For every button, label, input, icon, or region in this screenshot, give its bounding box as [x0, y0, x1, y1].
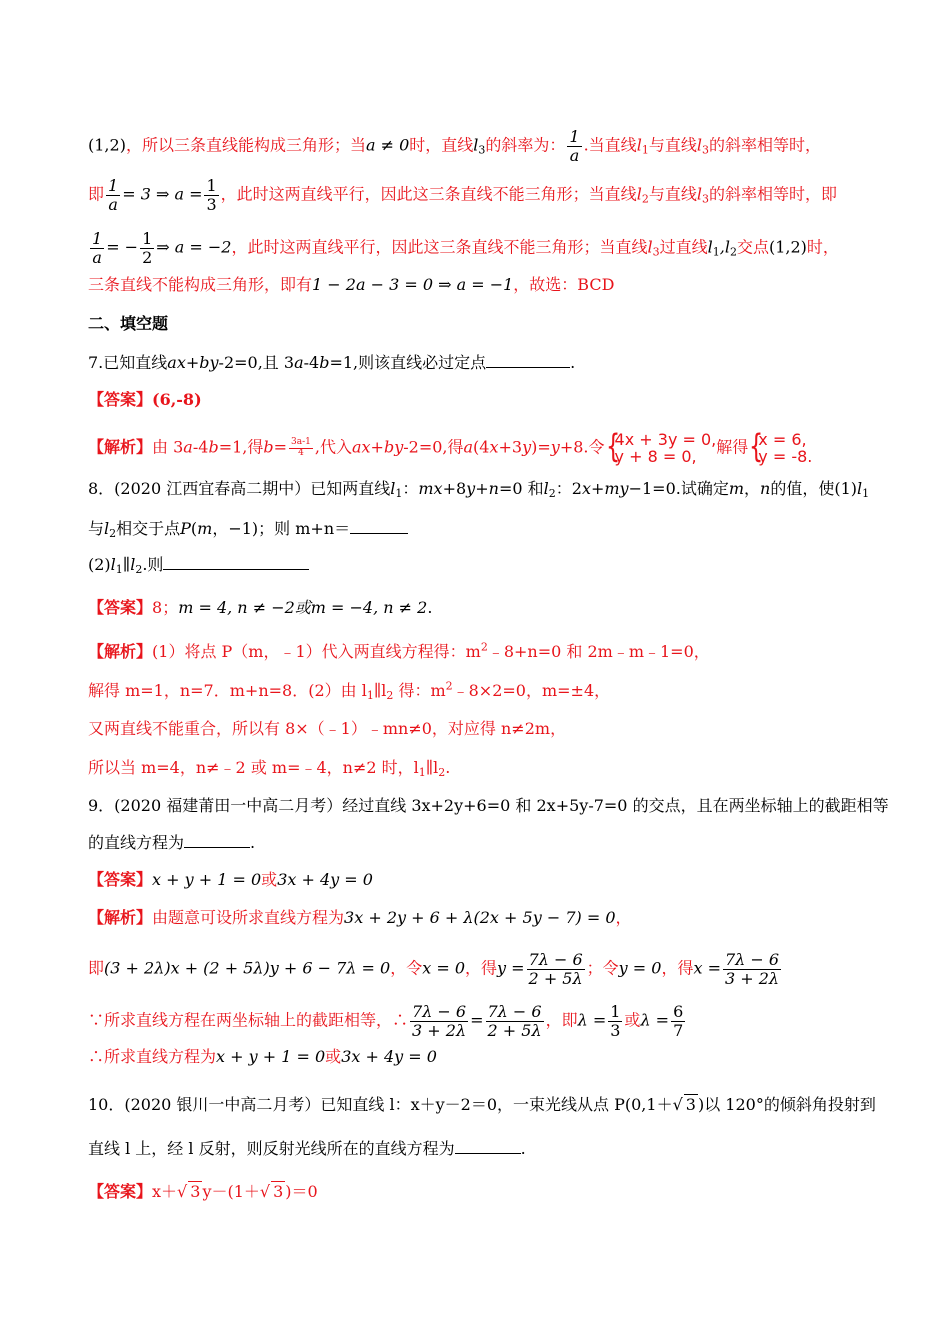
answer-tag: 【答案】 — [88, 598, 153, 617]
text: ，所以三条直线能构成三角形；当 — [125, 135, 366, 155]
math: mx — [418, 479, 443, 498]
denominator: 2 + 5λ — [528, 968, 583, 988]
equation-line: y = -8. — [758, 447, 813, 466]
text: ，−1)；则 m+n＝ — [212, 519, 351, 538]
math: l — [647, 237, 653, 257]
q9-question-line-1: 9．(2020 福建莆田一中高二月考）经过直线 3x+2y+6=0 和 2x+5y-7=0 的交点，且在两坐标轴上的截距相等 — [88, 796, 889, 815]
numerator: 7λ − 6 — [724, 950, 780, 969]
q8-solution-line-1 — [88, 641, 890, 663]
math-sub: 3 — [478, 143, 486, 157]
denominator: 7 — [673, 1020, 684, 1040]
math: P — [180, 519, 191, 538]
math: = 3 ⇒ a = — [122, 184, 203, 204]
math: m — [728, 479, 745, 498]
fraction — [608, 1003, 622, 1039]
math: my — [604, 479, 629, 498]
text: x＋ — [152, 1182, 178, 1201]
section-title: 二、填空题 — [88, 314, 169, 333]
math: l — [696, 184, 702, 204]
answer-blank — [184, 833, 250, 848]
sqrt-radicand: 3 — [273, 1182, 284, 1201]
text: -2=0,得 — [403, 437, 464, 457]
numerator: 7λ − 6 — [412, 1002, 467, 1021]
text: 或 — [325, 1047, 342, 1066]
q10-answer — [88, 1181, 890, 1203]
math: (3 + 2λ)x + (2 + 5λ)y + 6 − 7λ = 0 — [104, 958, 391, 978]
text: 即 — [88, 184, 105, 204]
math: m = 4, n ≠ −2或m = −4, n ≠ 2 — [178, 598, 428, 617]
math: λ = — [577, 1010, 607, 1030]
q9-solution-line-2 — [88, 951, 890, 987]
text: .则 — [142, 555, 164, 574]
text: + — [475, 479, 489, 498]
text: 的斜率为： — [485, 135, 566, 155]
math: l — [473, 135, 479, 155]
text: .当直线 — [583, 135, 637, 155]
text: . — [570, 353, 576, 372]
answer-blank — [163, 555, 309, 570]
text: ﹣8+n=0 和 2m﹣m﹣1=0， — [487, 642, 710, 661]
text: 交点 — [736, 237, 769, 257]
text: 时，直线 — [409, 135, 474, 155]
text: ﹣8×2=0，m=±4， — [452, 681, 611, 700]
q9-solution-line-4 — [88, 1046, 890, 1068]
math: a — [183, 437, 193, 457]
text: +8 — [442, 479, 467, 498]
q8-solution-line-3: 又两直线不能重合，所以有 8×（﹣1）﹣mn≠0，对应得 n≠2m， — [88, 719, 567, 738]
math: y = 0 — [618, 958, 662, 978]
q8-solution-line-2 — [88, 680, 890, 702]
numerator: 6 — [673, 1002, 684, 1021]
math: a — [463, 437, 474, 457]
math: l — [543, 479, 549, 498]
q8-solution-line-4 — [88, 757, 890, 779]
fraction — [671, 1003, 685, 1039]
numerator: 3a-1 — [291, 436, 311, 447]
text: 7.已知直线 — [88, 353, 168, 372]
math: y = — [497, 958, 525, 978]
math: y — [466, 479, 476, 498]
fraction — [140, 230, 154, 266]
text: + — [370, 437, 384, 457]
text: 由题意可设所求直线方程为 — [152, 908, 345, 927]
denominator: 2 + 5λ — [487, 1020, 542, 1040]
math: = — [470, 1010, 484, 1030]
q8-answer — [88, 597, 890, 619]
fraction — [410, 1003, 468, 1039]
equation-line: y + 8 = 0, — [614, 447, 697, 466]
fraction — [723, 951, 781, 987]
text: + — [185, 353, 200, 372]
text: =1,得 — [218, 437, 264, 457]
q9-question-line-2 — [88, 832, 890, 854]
text: 即 — [88, 958, 105, 978]
math: m — [197, 519, 213, 538]
text: 10．(2020 银川一中高二月考）已知直线 l：x＋y－2＝0，一束光线从点 P(0,1＋ — [88, 1095, 673, 1114]
fraction — [106, 177, 120, 213]
q8-question-line-2 — [88, 518, 890, 540]
text: . — [427, 598, 433, 617]
q9-solution-line-3 — [88, 1003, 890, 1039]
math-sub: 2 — [135, 563, 143, 576]
text: ∴所求直线方程为 — [88, 1047, 217, 1066]
text: -4 — [192, 437, 209, 457]
text: (2) — [88, 555, 111, 574]
sqrt-icon: √ — [672, 1095, 683, 1114]
math: x — [489, 437, 499, 457]
math: l — [130, 555, 136, 574]
math: x — [581, 479, 591, 498]
math: x + y + 1 = 0 — [152, 870, 262, 889]
q9-answer — [88, 869, 890, 891]
answer-value: 8； — [152, 598, 179, 617]
superscript: 2 — [445, 679, 453, 693]
solution-tag: 【解析】 — [88, 437, 153, 457]
equation-line: { x = 6, — [758, 430, 807, 449]
fraction — [486, 1003, 544, 1039]
math: l — [857, 479, 863, 498]
text: 的斜率相等时，即 — [708, 184, 837, 204]
solution-tag: 【解析】 — [88, 642, 153, 661]
math: b — [319, 353, 330, 372]
text: −1=0.试确定 — [628, 479, 729, 498]
math: l — [707, 237, 713, 257]
text: )＝0 — [285, 1182, 318, 1201]
denominator: 3 — [610, 1020, 621, 1040]
text: 由 3 — [152, 437, 184, 457]
text: 与 — [88, 519, 105, 538]
math: l — [636, 135, 642, 155]
math: by — [383, 437, 404, 457]
denominator: 2 — [142, 247, 153, 267]
fraction — [204, 177, 218, 213]
text: ∵所求直线方程在两坐标轴上的截距相等，∴ — [88, 1010, 409, 1030]
math-sub: 3 — [701, 143, 709, 157]
text: ， — [744, 479, 761, 498]
math: (1,2) — [88, 135, 126, 155]
math-sub: 1 — [115, 563, 123, 576]
math-sub: 2 — [548, 487, 556, 500]
subscript: 2 — [386, 689, 394, 702]
text: =0 和 — [498, 479, 544, 498]
text: )= — [531, 437, 551, 457]
math: y — [550, 437, 560, 457]
text: ，此时这两直线平行，因此这三条直线不能三角形；当直线 — [220, 184, 637, 204]
q7-question — [88, 352, 890, 374]
math: ,l — [719, 237, 730, 257]
math: 3x + 4y = 0 — [341, 1047, 437, 1066]
text: 的直线方程为 — [88, 833, 185, 852]
math: λ = — [640, 1010, 670, 1030]
text: 三条直线不能构成三角形，即有 — [88, 275, 313, 294]
math: (1,2) — [768, 237, 807, 257]
answer-tag: 【答案】 — [88, 870, 153, 889]
numerator: 7λ − 6 — [487, 1002, 542, 1021]
text: ，故选：BCD — [513, 275, 615, 294]
numerator: 7λ − 6 — [528, 950, 583, 969]
math-sub: 2 — [641, 192, 649, 206]
denominator: 3 + 2λ — [412, 1020, 467, 1040]
math: = − — [106, 237, 139, 257]
text: 或 — [624, 1010, 641, 1030]
text: 得：m — [393, 681, 446, 700]
text: 时， — [806, 237, 839, 257]
text: + — [590, 479, 605, 498]
text: ，即 — [545, 1010, 578, 1030]
answer-value: (6,-8) — [152, 390, 202, 409]
text: ( — [190, 519, 198, 538]
q6-solution-line-1 — [88, 128, 890, 164]
numerator: 1 — [92, 229, 103, 248]
denominator: 3 — [206, 194, 217, 214]
subscript: 2 — [438, 766, 446, 779]
denominator: a — [569, 145, 580, 165]
math: l — [390, 479, 396, 498]
math: 1 − 2a − 3 = 0 ⇒ a = −1 — [312, 275, 514, 294]
math: l — [636, 184, 642, 204]
solution-tag: 【解析】 — [88, 908, 153, 927]
q7-answer — [88, 389, 890, 411]
math: x = — [693, 958, 721, 978]
q8-question-line-3 — [88, 554, 890, 576]
text: =1,则该直线必过定点 — [329, 353, 487, 372]
text: -2=0,且 3 — [218, 353, 295, 372]
q7-solution — [88, 431, 890, 465]
text: 8．(2020 江西宜春高二期中）已知两直线 — [88, 479, 391, 498]
math: l — [104, 519, 110, 538]
math-sub: 3 — [701, 192, 709, 206]
text: 与直线 — [648, 184, 697, 204]
numerator: 1 — [206, 176, 217, 195]
denominator: a — [92, 247, 102, 267]
text: ： — [402, 479, 419, 498]
math: l — [696, 135, 702, 155]
math-sub: 1 — [395, 487, 403, 500]
math: 3x + 2y + 6 + λ(2x + 5y − 7) = 0 — [344, 908, 616, 927]
denominator: 3 + 2λ — [724, 968, 780, 988]
denominator: 4 — [298, 447, 304, 458]
math-sub: 1 — [862, 487, 870, 500]
text: ，得 — [661, 958, 694, 978]
q9-solution-line-1 — [88, 907, 890, 929]
equation-system — [748, 431, 812, 465]
math-sub: 1 — [712, 245, 720, 259]
text: 所以当 m=4，n≠﹣2 或 m=﹣4，n≠2 时，l — [88, 758, 419, 777]
text: ，令 — [390, 958, 423, 978]
answer-blank — [350, 519, 408, 534]
superscript: 2 — [480, 640, 488, 654]
q6-solution-line-4 — [88, 274, 890, 296]
text: 与直线 — [648, 135, 697, 155]
math: l — [110, 555, 116, 574]
math: n — [760, 479, 771, 498]
math: b — [263, 437, 274, 457]
denominator: a — [108, 194, 118, 214]
sqrt-icon: √ — [259, 1182, 271, 1201]
math-sub: 2 — [109, 527, 117, 540]
sqrt-radicand: 3 — [190, 1182, 201, 1201]
math: b — [208, 437, 219, 457]
q6-solution-line-2 — [88, 177, 890, 213]
text: ∥l — [425, 758, 439, 777]
text: 的值，使(1) — [770, 479, 858, 498]
text: ，得 — [465, 958, 498, 978]
math: x + y + 1 = 0 — [216, 1047, 326, 1066]
math: a — [294, 353, 304, 372]
numerator: 1 — [142, 229, 153, 248]
answer-blank — [486, 353, 570, 368]
text: ∥l — [373, 681, 387, 700]
q10-question-line-1 — [88, 1094, 890, 1116]
math: y — [522, 437, 532, 457]
text: ,代入 — [314, 437, 352, 457]
sqrt-radicand: 3 — [685, 1095, 696, 1114]
math-sub: 2 — [729, 245, 737, 259]
subscript: 1 — [418, 766, 426, 779]
text: +3 — [498, 437, 523, 457]
text: 直线 l 上，经 l 反射，则反射光线所在的直线方程为 — [88, 1139, 455, 1158]
math: ⇒ a = −2 — [156, 237, 232, 257]
numerator: 1 — [569, 127, 580, 146]
text: ∥ — [122, 555, 131, 574]
math: ax — [167, 353, 186, 372]
math-sub: 1 — [641, 143, 649, 157]
answer-tag: 【答案】 — [88, 1182, 153, 1201]
text: (4 — [473, 437, 490, 457]
math: 3x + 4y = 0 — [277, 870, 373, 889]
text: ：2 — [555, 479, 582, 498]
answer-blank — [455, 1139, 521, 1154]
text: 相交于点 — [116, 519, 181, 538]
subscript: 1 — [366, 689, 374, 702]
sqrt-icon: √ — [177, 1182, 188, 1201]
fraction — [90, 230, 104, 266]
math: by — [199, 353, 219, 372]
text: ；令 — [586, 958, 619, 978]
text: +8.令 — [559, 437, 605, 457]
text: )以 120°的倾斜角投射到 — [697, 1095, 876, 1114]
equation-line: { 4x + 3y = 0, — [614, 430, 717, 449]
text: -4 — [303, 353, 320, 372]
text: = — [273, 437, 288, 457]
fraction — [567, 128, 581, 164]
text: 的斜率相等时， — [708, 135, 821, 155]
q10-question-line-2 — [88, 1138, 890, 1160]
fraction — [527, 951, 585, 987]
q6-solution-line-3 — [88, 230, 890, 266]
text: y－(1＋ — [202, 1182, 260, 1201]
text: ，此时这两直线平行，因此这三条直线不能三角形；当直线 — [231, 237, 648, 257]
math: n — [488, 479, 499, 498]
text: 解得 m=1，n=7．m+n=8．(2）由 l — [88, 681, 367, 700]
fraction — [289, 438, 313, 459]
equation-system — [605, 431, 717, 465]
math: ax — [351, 437, 371, 457]
math: a ≠ 0 — [365, 135, 410, 155]
text: 或 — [261, 870, 278, 889]
math-sub: 3 — [652, 245, 660, 259]
text: 解得 — [716, 437, 749, 457]
text: (1）将点 P（m，﹣1）代入两直线方程得：m — [152, 642, 481, 661]
text: . — [250, 833, 256, 852]
numerator: 1 — [108, 176, 119, 195]
q8-question-line-1 — [88, 478, 890, 500]
text: 过直线 — [659, 237, 708, 257]
text: . — [520, 1139, 526, 1158]
text: . — [445, 758, 451, 777]
numerator: 1 — [610, 1002, 621, 1021]
answer-tag: 【答案】 — [88, 390, 153, 409]
text: ， — [615, 908, 632, 927]
math: x = 0 — [422, 958, 465, 978]
